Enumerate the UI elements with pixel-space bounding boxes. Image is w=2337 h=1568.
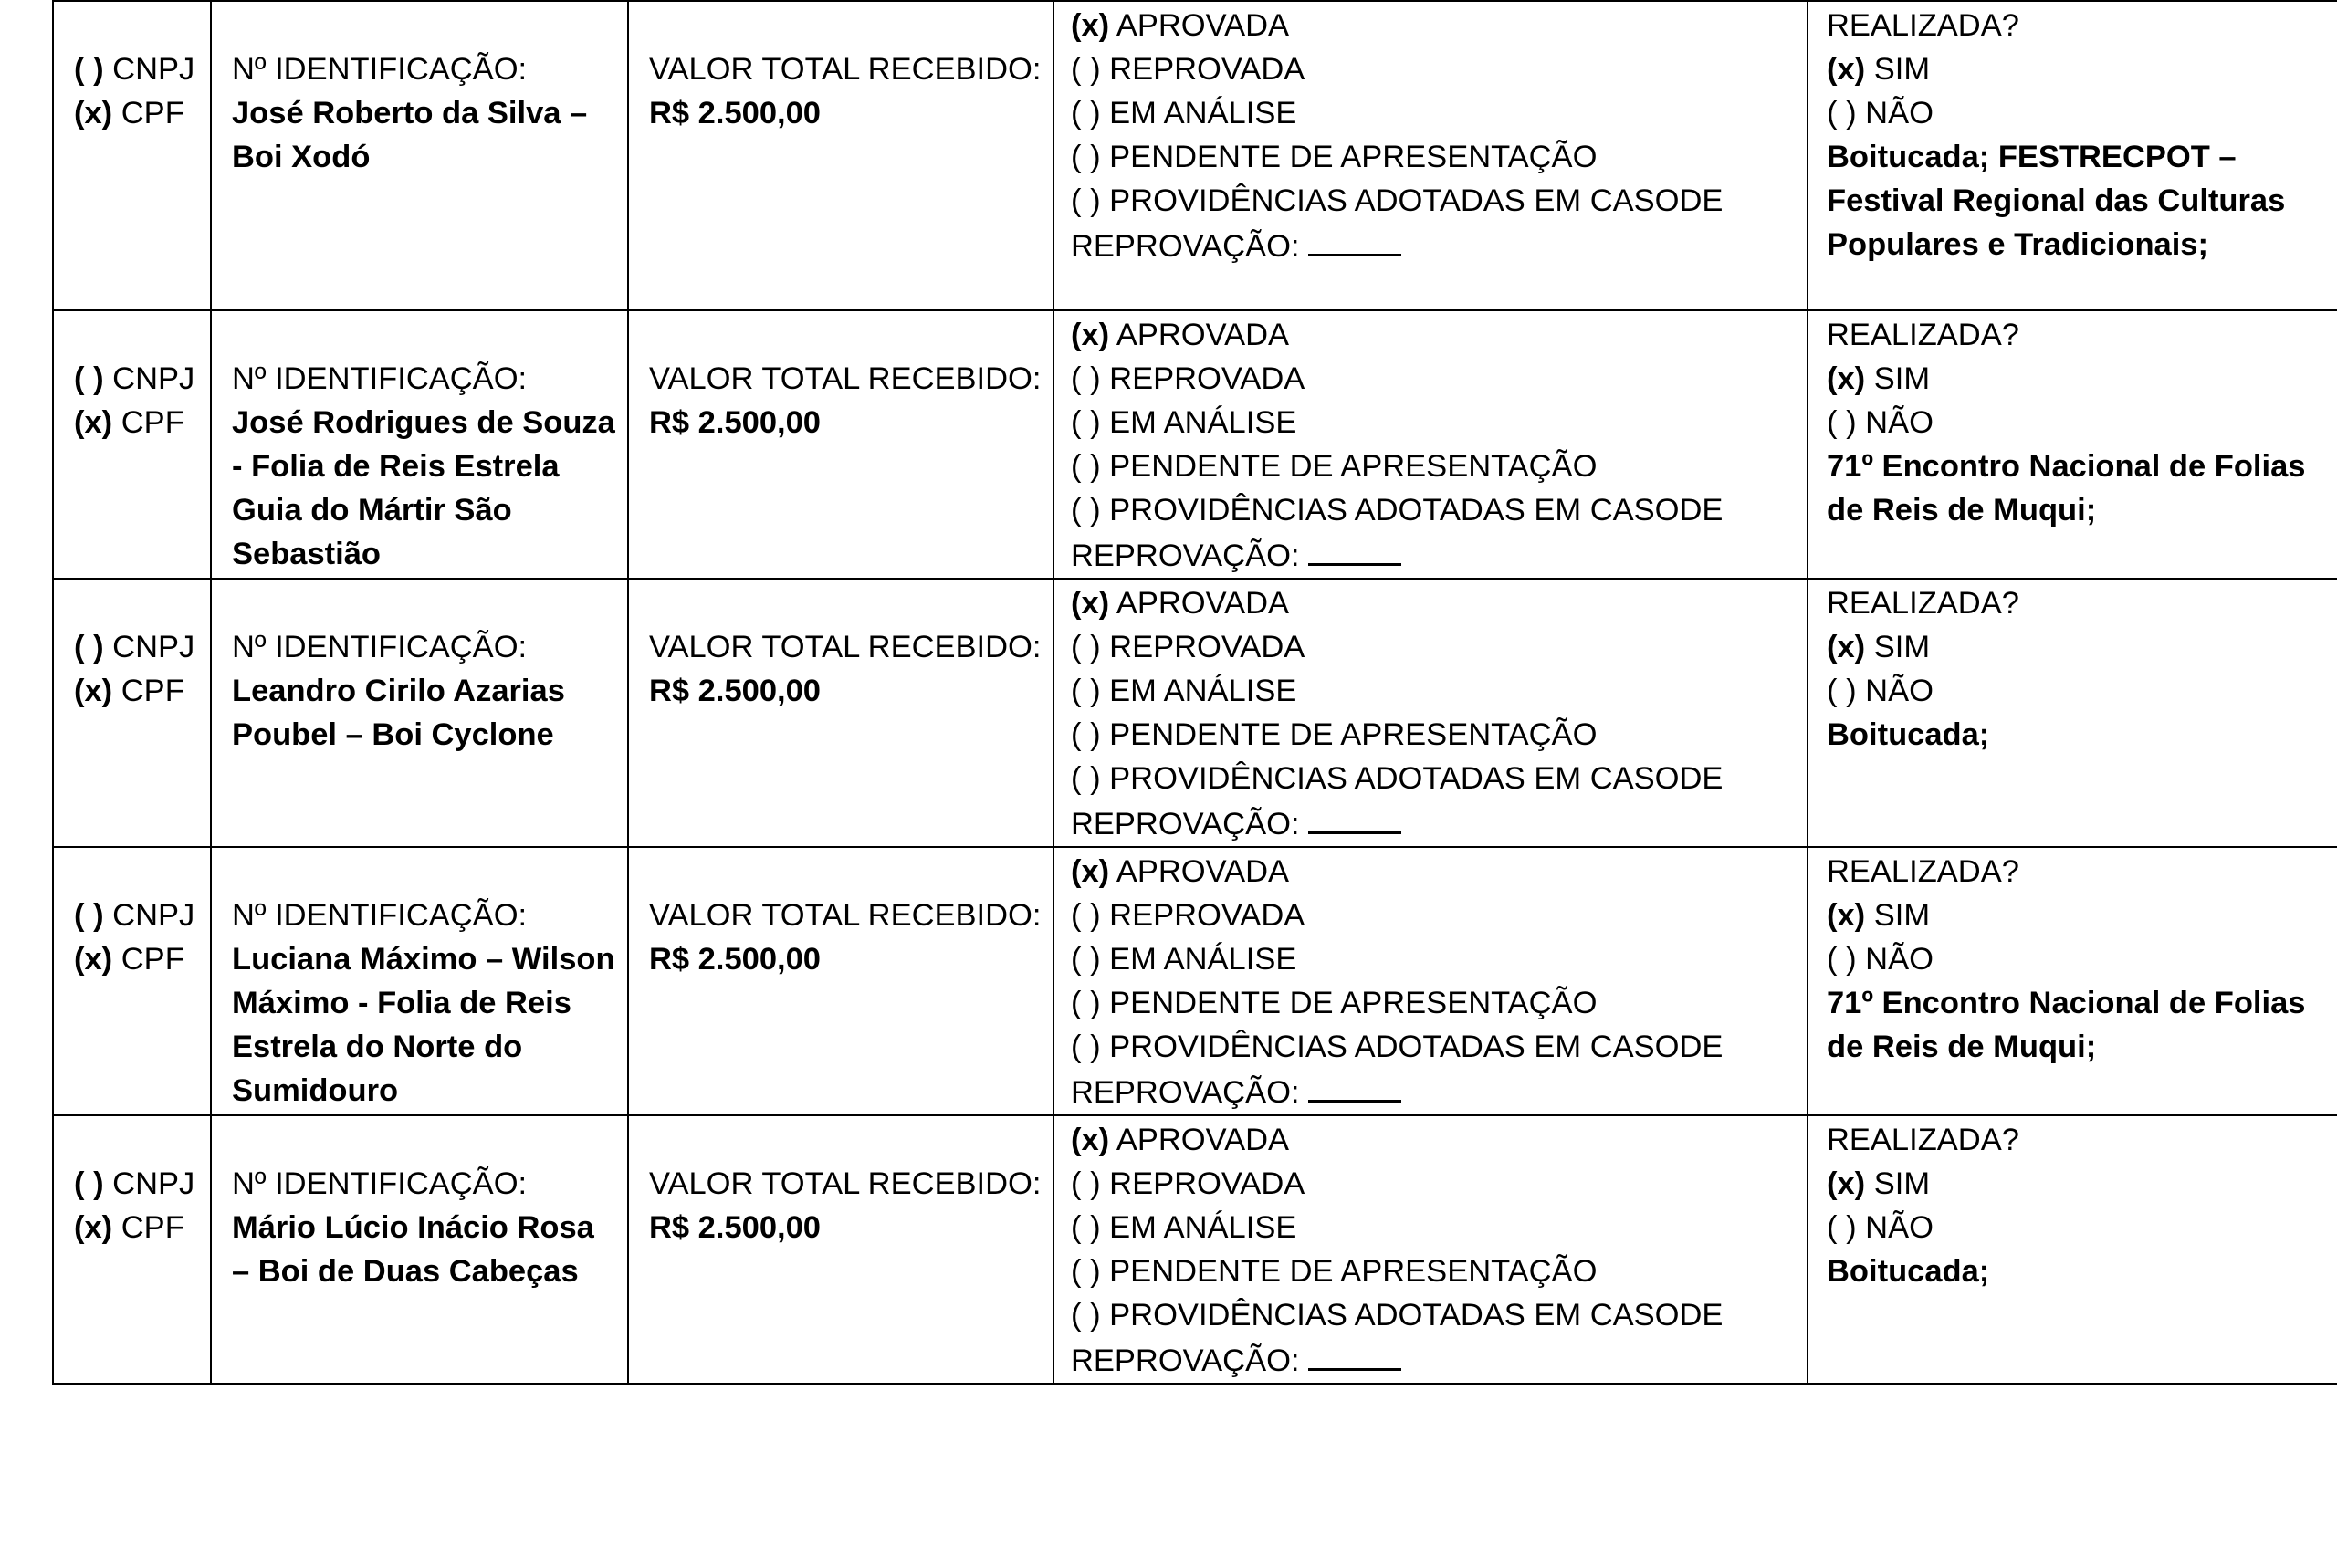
no-label: NÃO [1865,1210,1934,1245]
analysis-mark: ( ) [1071,96,1101,131]
realized-no [1827,669,2328,713]
rejection-line [1071,800,1801,846]
events-list: 71º Encontro Nacional de Folias de Reis de Muqui; [1827,449,2306,528]
analysis-label: EM ANÁLISE [1109,674,1297,708]
measures-label: PROVIDÊNCIAS ADOTADAS EM CASODE [1109,1298,1724,1333]
status-measures [1071,488,1801,532]
document-type-cell [53,310,211,579]
no-mark: ( ) [1827,942,1857,977]
document-type-cell [53,847,211,1115]
document-type-cell [53,579,211,847]
cpf-label: CPF [121,96,184,131]
cnpj-label: CNPJ [112,1166,195,1201]
yes-label: SIM [1873,1166,1931,1201]
status-measures [1071,1293,1801,1337]
rejection-blank [1308,1337,1401,1371]
yes-label: SIM [1873,898,1931,933]
table-row [53,1115,2337,1384]
amount-cell [628,310,1053,579]
amount-value: R$ 2.500,00 [649,674,821,708]
realized-question: REALIZADA? [1827,318,2019,352]
cpf-mark: (x) [74,405,113,440]
measures-label: PROVIDÊNCIAS ADOTADAS EM CASODE [1109,493,1724,528]
rejection-label: REPROVAÇÃO: [1071,807,1300,841]
amount-label: VALOR TOTAL RECEBIDO: [649,361,1042,396]
no-mark: ( ) [1827,674,1857,708]
approved-mark: (x) [1071,1123,1110,1157]
status-in-analysis [1071,937,1801,981]
identification-cell [211,579,628,847]
measures-mark: ( ) [1071,761,1101,796]
events-list: Boitucada; [1827,1254,1990,1289]
status-pending [1071,981,1801,1025]
no-label: NÃO [1865,405,1934,440]
rejected-mark: ( ) [1071,361,1101,396]
beneficiary-name: José Rodrigues de Souza - Folia de Reis Estrela Guia do Mártir São Sebastião [232,405,615,571]
status-in-analysis [1071,401,1801,444]
realization-cell [1808,1,2337,310]
identification-label: Nº IDENTIFICAÇÃO: [232,1166,528,1201]
cpf-option [74,401,206,444]
status-pending [1071,1249,1801,1293]
realized-no [1827,91,2328,135]
analysis-label: EM ANÁLISE [1109,942,1297,977]
cnpj-mark: ( ) [74,52,104,87]
measures-label: PROVIDÊNCIAS ADOTADAS EM CASODE [1109,761,1724,796]
status-cell [1053,1115,1808,1384]
yes-mark: (x) [1827,361,1866,396]
pending-label: PENDENTE DE APRESENTAÇÃO [1109,986,1598,1020]
status-in-analysis [1071,91,1801,135]
rejection-line [1071,532,1801,578]
no-label: NÃO [1865,96,1934,131]
status-in-analysis [1071,669,1801,713]
cpf-label: CPF [121,1210,184,1245]
rejected-mark: ( ) [1071,898,1101,933]
approved-label: APROVADA [1116,854,1290,889]
realized-no [1827,401,2328,444]
approved-mark: (x) [1071,318,1110,352]
document-page [52,0,2337,1385]
realization-cell [1808,579,2337,847]
approved-mark: (x) [1071,854,1110,889]
no-label: NÃO [1865,942,1934,977]
pending-mark: ( ) [1071,140,1101,174]
table-row [53,847,2337,1115]
analysis-mark: ( ) [1071,942,1101,977]
cpf-label: CPF [121,674,184,708]
analysis-mark: ( ) [1071,674,1101,708]
realized-yes [1827,894,2328,937]
amount-label: VALOR TOTAL RECEBIDO: [649,898,1042,933]
cpf-mark: (x) [74,96,113,131]
identification-cell [211,847,628,1115]
status-approved [1071,581,1801,625]
measures-label: PROVIDÊNCIAS ADOTADAS EM CASODE [1109,183,1724,218]
status-cell [1053,579,1808,847]
rejected-mark: ( ) [1071,630,1101,664]
status-pending [1071,135,1801,179]
identification-label: Nº IDENTIFICAÇÃO: [232,630,528,664]
status-measures [1071,1025,1801,1069]
measures-mark: ( ) [1071,1298,1101,1333]
cpf-option [74,1206,206,1249]
cpf-option [74,937,206,981]
realized-no [1827,937,2328,981]
document-type-cell [53,1115,211,1384]
yes-mark: (x) [1827,1166,1866,1201]
amount-value: R$ 2.500,00 [649,405,821,440]
table-row [53,1,2337,310]
measures-mark: ( ) [1071,1030,1101,1064]
measures-mark: ( ) [1071,183,1101,218]
yes-label: SIM [1873,630,1931,664]
status-pending [1071,444,1801,488]
rejected-label: REPROVADA [1109,361,1305,396]
identification-label: Nº IDENTIFICAÇÃO: [232,898,528,933]
cnpj-option [74,1162,206,1206]
cnpj-option [74,894,206,937]
status-approved [1071,1118,1801,1162]
realized-no [1827,1206,2328,1249]
amount-value: R$ 2.500,00 [649,1210,821,1245]
measures-label: PROVIDÊNCIAS ADOTADAS EM CASODE [1109,1030,1724,1064]
status-rejected [1071,894,1801,937]
rejection-label: REPROVAÇÃO: [1071,1343,1300,1378]
table-body [53,1,2337,1384]
cnpj-label: CNPJ [112,361,195,396]
realized-yes [1827,625,2328,669]
approved-mark: (x) [1071,586,1110,621]
amount-cell [628,579,1053,847]
table-row [53,579,2337,847]
pending-label: PENDENTE DE APRESENTAÇÃO [1109,140,1598,174]
status-approved [1071,4,1801,47]
yes-mark: (x) [1827,630,1866,664]
rejection-blank [1308,532,1401,566]
realized-yes [1827,47,2328,91]
amount-label: VALOR TOTAL RECEBIDO: [649,52,1042,87]
pending-mark: ( ) [1071,986,1101,1020]
pending-mark: ( ) [1071,449,1101,484]
no-mark: ( ) [1827,405,1857,440]
cnpj-label: CNPJ [112,898,195,933]
document-type-cell [53,1,211,310]
status-in-analysis [1071,1206,1801,1249]
cpf-label: CPF [121,942,184,977]
approved-label: APROVADA [1116,318,1290,352]
approved-label: APROVADA [1116,8,1290,43]
identification-cell [211,1,628,310]
realized-question: REALIZADA? [1827,854,2019,889]
realized-question: REALIZADA? [1827,586,2019,621]
rejection-line [1071,223,1801,268]
realized-yes [1827,357,2328,401]
yes-mark: (x) [1827,52,1866,87]
events-list: 71º Encontro Nacional de Folias de Reis de Muqui; [1827,986,2306,1064]
cpf-option [74,91,206,135]
analysis-mark: ( ) [1071,405,1101,440]
rejected-label: REPROVADA [1109,52,1305,87]
pending-mark: ( ) [1071,717,1101,752]
status-rejected [1071,47,1801,91]
no-label: NÃO [1865,674,1934,708]
analysis-label: EM ANÁLISE [1109,1210,1297,1245]
yes-label: SIM [1873,361,1931,396]
events-list: Boitucada; [1827,717,1990,752]
rejection-blank [1308,800,1401,834]
rejection-label: REPROVAÇÃO: [1071,1075,1300,1110]
realized-question: REALIZADA? [1827,8,2019,43]
no-mark: ( ) [1827,96,1857,131]
analysis-mark: ( ) [1071,1210,1101,1245]
realization-cell [1808,847,2337,1115]
cpf-mark: (x) [74,942,113,977]
status-approved [1071,313,1801,357]
amount-cell [628,1115,1053,1384]
status-cell [1053,1,1808,310]
cnpj-mark: ( ) [74,361,104,396]
beneficiary-name: Leandro Cirilo Azarias Poubel – Boi Cyclone [232,674,565,752]
status-rejected [1071,625,1801,669]
cnpj-mark: ( ) [74,630,104,664]
cnpj-label: CNPJ [112,630,195,664]
approved-mark: (x) [1071,8,1110,43]
beneficiary-name: José Roberto da Silva – Boi Xodó [232,96,588,174]
cnpj-mark: ( ) [74,898,104,933]
rejection-label: REPROVAÇÃO: [1071,229,1300,264]
approved-label: APROVADA [1116,1123,1290,1157]
realized-question: REALIZADA? [1827,1123,2019,1157]
status-rejected [1071,1162,1801,1206]
identification-cell [211,1115,628,1384]
no-mark: ( ) [1827,1210,1857,1245]
yes-label: SIM [1873,52,1931,87]
cnpj-mark: ( ) [74,1166,104,1201]
beneficiary-name: Luciana Máximo – Wilson Máximo - Folia de Reis Estrela do Norte do Sumidouro [232,942,615,1108]
amount-value: R$ 2.500,00 [649,942,821,977]
status-measures [1071,179,1801,223]
status-cell [1053,847,1808,1115]
amount-value: R$ 2.500,00 [649,96,821,131]
measures-mark: ( ) [1071,493,1101,528]
rejected-label: REPROVADA [1109,898,1305,933]
cnpj-option [74,357,206,401]
realization-cell [1808,1115,2337,1384]
status-rejected [1071,357,1801,401]
identification-label: Nº IDENTIFICAÇÃO: [232,52,528,87]
status-approved [1071,850,1801,894]
rejected-label: REPROVADA [1109,630,1305,664]
pending-label: PENDENTE DE APRESENTAÇÃO [1109,717,1598,752]
amount-label: VALOR TOTAL RECEBIDO: [649,1166,1042,1201]
cpf-mark: (x) [74,674,113,708]
beneficiary-name: Mário Lúcio Inácio Rosa – Boi de Duas Cabeças [232,1210,594,1289]
status-measures [1071,757,1801,800]
pending-label: PENDENTE DE APRESENTAÇÃO [1109,1254,1598,1289]
realization-cell [1808,310,2337,579]
realized-yes [1827,1162,2328,1206]
rejection-label: REPROVAÇÃO: [1071,538,1300,573]
cpf-option [74,669,206,713]
accountability-table [52,0,2337,1385]
approved-label: APROVADA [1116,586,1290,621]
cpf-mark: (x) [74,1210,113,1245]
cnpj-option [74,47,206,91]
status-cell [1053,310,1808,579]
rejection-blank [1308,223,1401,256]
table-row [53,310,2337,579]
rejected-mark: ( ) [1071,52,1101,87]
cnpj-option [74,625,206,669]
pending-label: PENDENTE DE APRESENTAÇÃO [1109,449,1598,484]
rejection-line [1071,1337,1801,1383]
rejected-mark: ( ) [1071,1166,1101,1201]
cpf-label: CPF [121,405,184,440]
rejection-line [1071,1069,1801,1114]
yes-mark: (x) [1827,898,1866,933]
amount-label: VALOR TOTAL RECEBIDO: [649,630,1042,664]
amount-cell [628,847,1053,1115]
cnpj-label: CNPJ [112,52,195,87]
pending-mark: ( ) [1071,1254,1101,1289]
rejected-label: REPROVADA [1109,1166,1305,1201]
rejection-blank [1308,1069,1401,1103]
identification-cell [211,310,628,579]
analysis-label: EM ANÁLISE [1109,405,1297,440]
amount-cell [628,1,1053,310]
events-list: Boitucada; FESTRECPOT – Festival Regional das Culturas Populares e Tradicionais; [1827,140,2286,262]
analysis-label: EM ANÁLISE [1109,96,1297,131]
identification-label: Nº IDENTIFICAÇÃO: [232,361,528,396]
status-pending [1071,713,1801,757]
